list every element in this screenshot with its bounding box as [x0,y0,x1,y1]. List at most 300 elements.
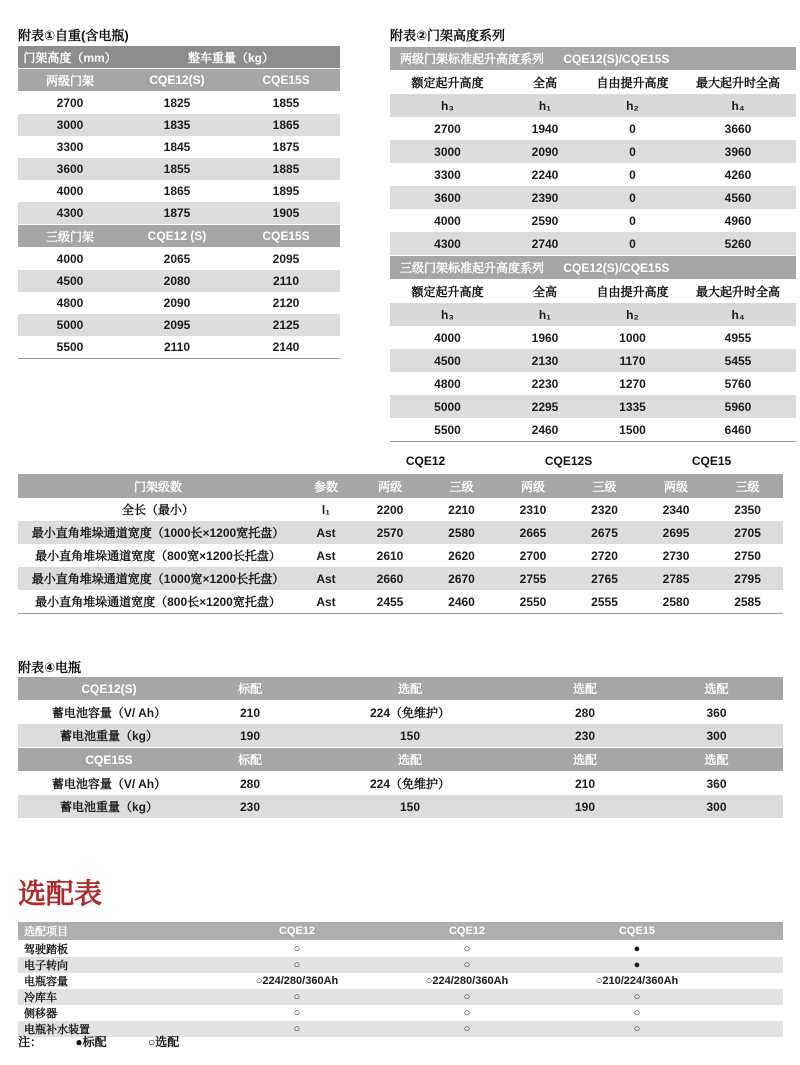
table-row [390,117,796,140]
table-cell: 4800 [434,376,461,391]
table-row [18,957,783,973]
table-cell: h₁ [505,94,585,117]
band-cell [390,256,796,280]
table-cell: 2590 [531,213,559,228]
options-body [18,941,783,1038]
table-row [18,498,783,521]
table-cell: Ast [316,594,336,609]
battery-table [18,676,783,818]
table-cell: h₁ [505,303,585,326]
table-row [18,474,783,498]
table-cell: ○224/280/360Ah [255,975,339,987]
table-cell: h₃ [390,303,505,326]
table2-three-stage-body [390,326,796,442]
table-row [390,209,796,232]
table-cell: ○ [463,991,471,1003]
table4-header-cqe12s [18,677,783,701]
table-cell: 6460 [724,422,752,437]
table-cell: 2795 [734,571,761,586]
table-row [18,136,340,158]
options-header [18,922,783,941]
table-cell: 蓄电池重量（kg） [59,729,158,743]
table-cell: 3000 [56,118,84,132]
table-cell: 2090 [531,144,559,159]
body-length-table [18,448,783,614]
legend-standard: ●标配 [75,1035,107,1049]
table-cell: 自由提升高度 [585,280,680,304]
table-row [18,973,783,989]
table-cell: 3960 [724,144,752,159]
table-row [390,326,796,349]
table-row [18,448,783,474]
table1-title: 附表①自重(含电瓶) [18,28,129,43]
table-cell: 2700 [519,548,547,563]
table-cell: 4000 [434,330,461,345]
model-header: CQE12S [497,448,640,474]
table-cell: 2240 [531,167,559,182]
table-cell: 4000 [56,252,84,266]
table-cell: 三级 [712,474,783,498]
table-row [18,336,340,359]
table-cell: 4300 [434,236,461,251]
table-row [18,544,783,567]
table-cell: 5000 [434,399,461,414]
table-cell: 1335 [619,399,646,414]
table-cell: 2310 [519,502,547,517]
table-cell: 2580 [662,594,690,609]
table-cell [722,941,783,958]
table-cell: 1895 [272,184,300,198]
table-cell: CQE15 [552,922,722,941]
table-cell: 2705 [734,525,761,540]
table-cell: ● [633,959,641,971]
table-cell: ● [633,943,641,955]
table-cell: CQE15S [232,69,340,92]
table-cell: 1825 [163,96,191,110]
table3-model-row [18,448,783,474]
table-row [18,69,340,92]
table-cell: 最小直角堆垛通道宽度（800长×1200宽托盘） [35,595,281,609]
table-cell: 侧移器 [24,1008,57,1020]
table1-subheader-three [18,225,340,248]
table-cell: 0 [629,167,636,182]
table4-header-cqe15s [18,748,783,772]
table-cell: 额定起升高度 [390,71,505,95]
table-cell: 2695 [662,525,690,540]
table3-body [18,498,783,614]
table-cell: Ast [316,525,336,540]
table-cell: 1940 [531,121,559,136]
table-cell: 210 [574,776,596,791]
band-model: CQE12(S)/CQE15S [563,52,670,66]
table-row [390,71,796,95]
table-cell: 2230 [531,376,559,391]
table-cell: 全长（最小） [121,503,194,517]
table-cell: 三级 [569,474,640,498]
table-cell: ○ [633,1023,641,1035]
table-cell: l₁ [321,502,331,517]
table-cell: 5455 [724,353,752,368]
table-cell: ○ [293,959,301,971]
table-cell: 2785 [662,571,690,586]
table-cell: 2765 [591,571,618,586]
note-prefix: 注： [18,1035,43,1049]
table-row [18,1005,783,1021]
table-cell: 2210 [448,502,475,517]
table-cell [722,957,783,973]
table-cell: 蓄电池容量（V/ Ah） [51,706,167,720]
table-row [18,202,340,225]
table-cell: 2555 [591,594,618,609]
table-cell: ○224/280/360Ah [425,975,509,987]
table-cell: h₃ [390,94,505,117]
table-cell: 2110 [163,340,191,354]
table-row [390,418,796,442]
table-row [18,292,340,314]
table-cell: 门架级数 [18,474,298,498]
table-cell: 2320 [591,502,618,517]
table-cell: 5760 [724,376,752,391]
table-row [390,94,796,117]
table-cell: 2295 [531,399,559,414]
table-row [18,114,340,136]
table-row [18,701,783,725]
table-cell: ○ [293,1023,301,1035]
table-cell: 0 [629,236,636,251]
table-cell: 4000 [56,184,84,198]
table-row [18,92,340,115]
table-cell: 两级 [354,474,426,498]
table-cell: 选配 [520,748,650,772]
table-cell: ○ [293,991,301,1003]
table-cell: 4260 [724,167,752,182]
table-cell: 2340 [662,502,690,517]
table-cell: h₂ [585,94,680,117]
options-table [18,922,783,1037]
table-cell: 2095 [163,318,191,332]
table2-colheaders-three [390,280,796,304]
table-cell: 4960 [724,213,752,228]
table-cell: 最大起升时全高 [680,71,796,95]
options-title: 选配表 [18,878,103,909]
table1-two-stage-body [18,92,340,225]
band-model: CQE12(S)/CQE15S [563,261,670,275]
table-cell: 2580 [448,525,475,540]
table-cell: 3600 [56,162,84,176]
table4-title: 附表④电瓶 [18,660,82,675]
table-row [18,677,783,701]
table-cell: 选配项目 [18,922,212,941]
table-row [18,724,783,748]
table-cell: 1270 [619,376,646,391]
table-cell: 2200 [376,502,404,517]
table-cell: 2460 [448,594,475,609]
table-row [18,567,783,590]
table-cell: 蓄电池容量（V/ Ah） [51,777,167,791]
table-cell: 4500 [56,274,84,288]
table-cell: ○ [463,1023,471,1035]
table-cell: 2660 [376,571,404,586]
table-cell: 1875 [272,140,300,154]
table-cell: 1855 [272,96,300,110]
table-cell: h₄ [680,303,796,326]
legend-optional: ○选配 [147,1035,180,1049]
table-cell: 300 [706,799,727,814]
table-cell: 1865 [163,184,191,198]
table-cell: 1500 [619,422,646,437]
table-cell: 2730 [662,548,690,563]
table-cell: 全高 [505,71,585,95]
table-cell: 2125 [272,318,300,332]
table2-params-three [390,303,796,326]
table-row [390,372,796,395]
table-cell: 选配 [650,748,783,772]
table-row [390,232,796,256]
table-cell: 2350 [734,502,761,517]
table-cell: 最小直角堆垛通道宽度（1000长×1200宽托盘） [31,526,285,540]
table2-title: 附表②门架高度系列 [390,28,506,43]
table-cell: ○ [633,1007,641,1019]
table-cell: 280 [574,705,596,720]
table-cell: 1835 [163,118,191,132]
band-label: 两级门架标准起升高度系列 [400,52,545,66]
table-row [390,303,796,326]
table-cell: Ast [316,548,336,563]
spacer-cell [18,448,354,474]
table2-band-three [390,256,796,280]
table-row [18,748,783,772]
table-cell: 1875 [163,206,191,220]
table-row [18,521,783,544]
table-cell: 2140 [272,340,300,354]
table-cell: 230 [239,799,261,814]
table-cell: ○210/224/360Ah [595,975,679,987]
table-cell: 2460 [531,422,559,437]
table-row [390,280,796,304]
table2-two-stage-body [390,117,796,256]
table4-cqe12s-body [18,701,783,748]
table-cell: 2095 [272,252,300,266]
table-cell: 两级门架 [18,69,122,92]
table-cell: 1960 [531,330,559,345]
table-cell: 360 [706,705,727,720]
table-cell: 224（免维护） [369,777,451,791]
table-row [390,47,796,71]
table-cell: 1885 [272,162,300,176]
table-cell: 5000 [56,318,84,332]
table-row [390,163,796,186]
table-cell [722,973,783,989]
table2-colheaders-two [390,71,796,95]
table1-subheader-two [18,69,340,92]
table-cell: 0 [629,213,636,228]
table-cell: 选配 [300,677,520,701]
table-cell: 2700 [56,96,84,110]
table-cell: 2130 [531,353,559,368]
table1-header [18,46,340,69]
table-cell: 2390 [531,190,559,205]
band-cell [390,47,796,71]
table-cell: 1855 [163,162,191,176]
table-cell: 1905 [272,206,300,220]
table-cell: ○ [463,1007,471,1019]
table-cell: 0 [629,144,636,159]
table-cell: 4560 [724,190,752,205]
table-cell: 360 [706,776,727,791]
table-cell: 1845 [163,140,191,154]
table-cell: 蓄电池重量（kg） [59,800,158,814]
mast-height-table [390,46,796,442]
table-cell: 2065 [163,252,191,266]
table-cell: 选配 [650,677,783,701]
table-cell: ○ [293,1007,301,1019]
options-note [18,1033,179,1050]
model-header: CQE15 [640,448,783,474]
table-cell: 最小直角堆垛通道宽度（1000宽×1200长托盘） [31,572,285,586]
table-cell: ○ [463,959,471,971]
table-cell: 2700 [434,121,461,136]
self-weight-table [18,46,340,359]
table-cell: 三级 [426,474,497,498]
table-row [390,256,796,280]
table-row [18,46,340,69]
table2-band-two [390,47,796,71]
table-row [18,158,340,180]
table-row [18,941,783,958]
table2-params-two [390,94,796,117]
table-cell: ○ [463,943,471,955]
table-cell: 最大起升时全高 [680,280,796,304]
table-cell: 230 [574,728,596,743]
table-cell: 150 [399,728,421,743]
table-cell [722,922,783,941]
table-cell: 4300 [56,206,84,220]
table-row [390,395,796,418]
table-cell: 5500 [56,340,84,354]
table-cell: 2740 [531,236,559,251]
table4-cqe15s-body [18,772,783,819]
table-cell: 3300 [56,140,84,154]
table-cell: 300 [706,728,727,743]
table-cell: 2750 [734,548,761,563]
table-row [18,989,783,1005]
table-cell: 2670 [448,571,475,586]
table-cell: CQE12(S) [18,677,200,701]
table-row [390,186,796,209]
table-cell: 4000 [434,213,461,228]
table-cell: 电瓶补水装置 [24,1024,90,1036]
table-cell: h₄ [680,94,796,117]
table-row [390,349,796,372]
table-cell [722,1021,783,1037]
table-cell: 1865 [272,118,300,132]
table-row [18,248,340,271]
table-cell: 4800 [56,296,84,310]
table-cell: CQE12 (S) [122,225,232,248]
table-cell: 电瓶容量 [24,976,68,988]
table-cell: 2550 [519,594,547,609]
model-header: CQE12 [354,448,497,474]
table-row [18,795,783,818]
table-cell: 两级 [640,474,712,498]
table-cell: 0 [629,190,636,205]
table-cell: 标配 [200,748,300,772]
table-cell: 2110 [272,274,300,288]
table-cell: 4500 [434,353,461,368]
table-cell: 3660 [724,121,752,136]
table-row [18,922,783,941]
table-cell: 电子转向 [24,960,68,972]
table-cell: 2610 [376,548,404,563]
table-cell: 参数 [298,474,354,498]
table-cell: 3000 [434,144,461,159]
table-cell: 2620 [448,548,475,563]
table-cell: 3300 [434,167,461,182]
table-cell: ○ [293,943,301,955]
table-cell: 选配 [520,677,650,701]
table-cell: 2675 [591,525,618,540]
table-cell: CQE12 [212,922,382,941]
table-cell: 5500 [434,422,461,437]
table-cell: CQE15S [232,225,340,248]
table-cell: 驾驶踏板 [24,944,68,956]
table-row [18,225,340,248]
band-label: 三级门架标准起升高度系列 [400,261,545,275]
table-cell: 两级 [497,474,569,498]
table1-three-stage-body [18,248,340,359]
table-cell: 2090 [163,296,191,310]
table-cell: 标配 [200,677,300,701]
table-cell: 150 [399,799,421,814]
table-cell: 2455 [376,594,404,609]
table-cell: CQE15S [18,748,200,772]
table-cell: 冷库车 [24,992,57,1004]
table-row [18,590,783,614]
table-row [18,772,783,796]
table-cell: 全高 [505,280,585,304]
table-cell: CQE12(S) [122,69,232,92]
table-cell: 2570 [376,525,404,540]
table-cell [722,989,783,1005]
table-cell: CQE12 [382,922,552,941]
table-cell: h₂ [585,303,680,326]
table-cell: 4955 [724,330,752,345]
table-cell: 最小直角堆垛通道宽度（800宽×1200长托盘） [35,549,281,563]
table-cell: 三级门架 [18,225,122,248]
table3-colheaders [18,474,783,498]
table-cell: 自由提升高度 [585,71,680,95]
table-cell: 1170 [619,353,646,368]
table-cell: 224（免维护） [369,706,451,720]
table-row [18,180,340,202]
column-header: 门架高度（mm） [18,46,122,69]
table-cell: 210 [239,705,261,720]
table-cell: 2585 [734,594,761,609]
column-header: 整车重量（kg） [122,46,340,69]
table-cell: 190 [239,728,261,743]
table-cell: 1000 [619,330,646,345]
table-cell: 额定起升高度 [390,280,505,304]
table-cell: 2120 [272,296,300,310]
table-cell: 5960 [724,399,752,414]
table-cell: 2720 [591,548,618,563]
table-cell [722,1005,783,1021]
table-cell: 2755 [519,571,547,586]
table-cell: Ast [316,571,336,586]
table-row [18,314,340,336]
table-cell: 190 [574,799,596,814]
table-row [18,270,340,292]
